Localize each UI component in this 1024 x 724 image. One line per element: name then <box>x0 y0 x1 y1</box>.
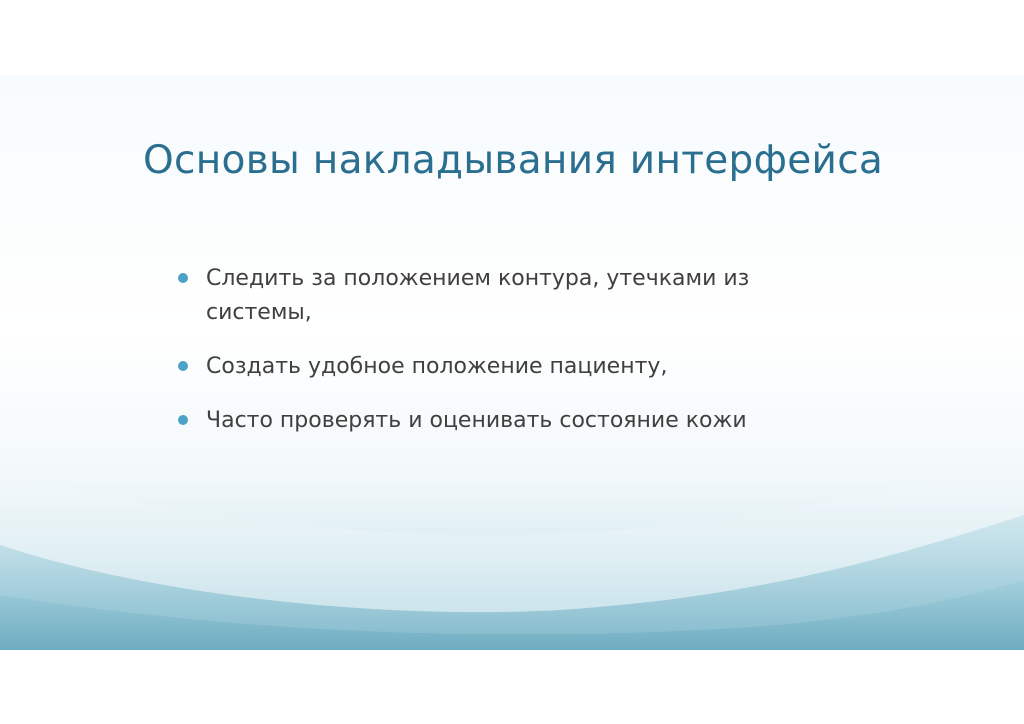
bullet-text: Создать удобное положение пациенту, <box>206 354 668 379</box>
bullet-dot-icon <box>178 415 188 425</box>
bullet-text: Следить за положением контура, утечками из системы, <box>206 266 750 325</box>
bullet-text: Часто проверять и оценивать состояние кожи <box>206 408 747 433</box>
bullet-item <box>178 262 818 330</box>
bullet-dot-icon <box>178 361 188 371</box>
bullet-item <box>178 350 818 384</box>
bullet-list <box>178 262 818 458</box>
slide <box>0 75 1024 650</box>
bullet-item <box>178 404 818 438</box>
bullet-dot-icon <box>178 273 188 283</box>
slide-title: Основы накладывания интерфейса <box>143 138 884 183</box>
